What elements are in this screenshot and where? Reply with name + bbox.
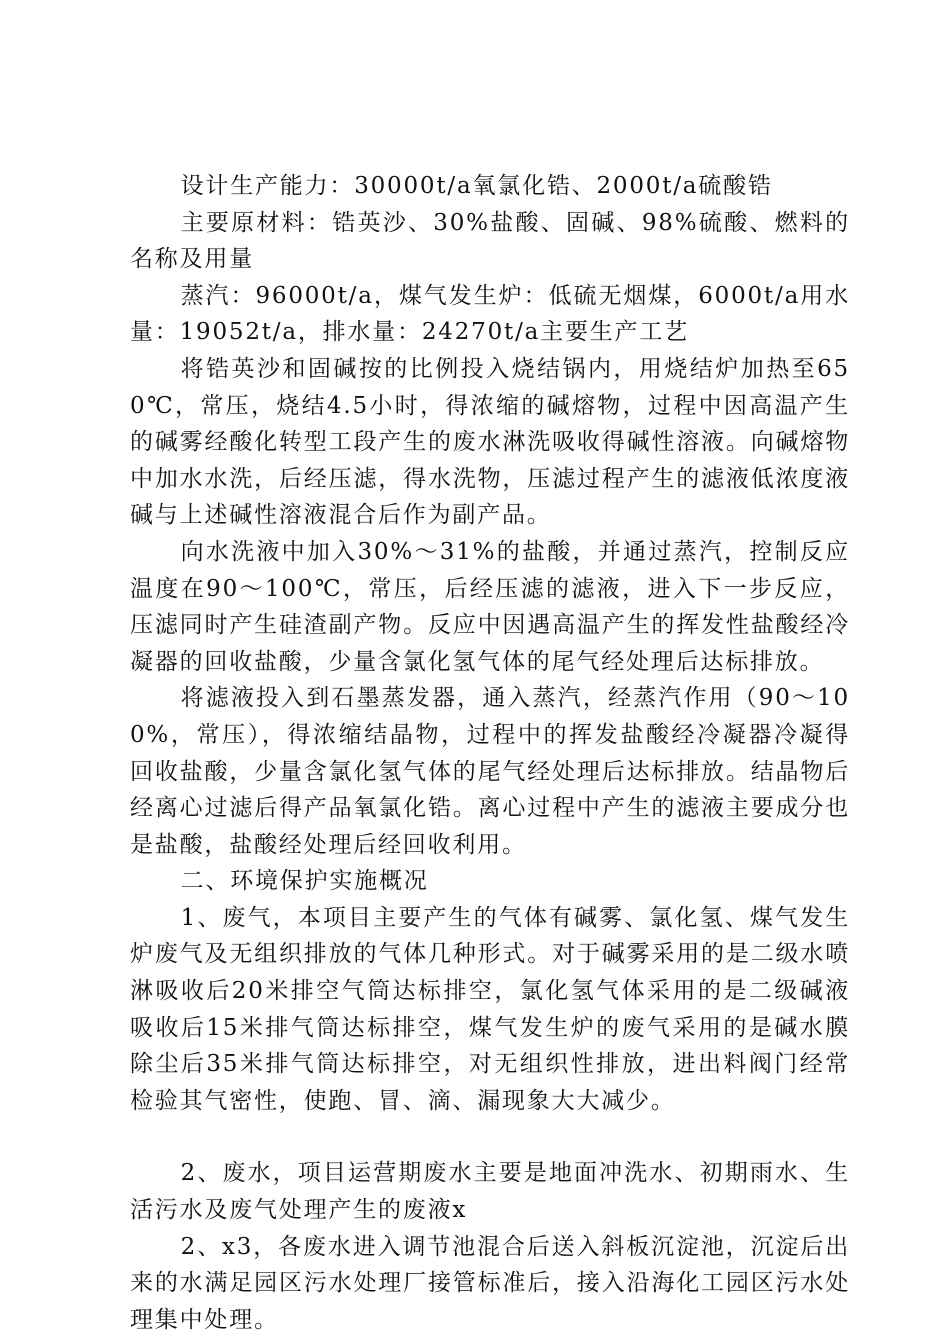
- paragraph-capacity: 设计生产能力：30000t/a氧氯化锆、2000t/a硫酸锆: [180, 173, 773, 199]
- section-heading-environment: 二、环境保护实施概况: [180, 868, 429, 895]
- paragraph-waste-water: 2、废水，项目运营期废水主要是地面冲洗水、初期雨水、生活污水及废气处理产生的废液x: [130, 1160, 850, 1224]
- paragraph-acid-reaction: 向水洗液中加入30%～31%的盐酸，并通过蒸汽，控制反应温度在90～100℃，常压，后经压滤的滤液，进入下一步反应，压滤同时产生硅渣副产物。反应中因遇高温产生的挥发性盐酸经冷凝器的回收盐酸，少量含氯化氢气体的尾气经处理后达标排放。: [130, 538, 850, 675]
- paragraph-waste-gas: 1、废气，本项目主要产生的气体有碱雾、氯化氢、煤气发生炉废气及无组织排放的气体几种形式。对于碱雾采用的是二级水喷淋吸收后20米排空气筒达标排空，氯化氢气体采用的是二级碱液吸收后15米排气筒达标排空，煤气发生炉的废气采用的是碱水膜除尘后35米排气筒达标排空，对无组织性排放，进出料阀门经常检验其气密性，使跑、冒、滴、漏现象大大减少。: [130, 904, 850, 1114]
- paragraph-sintering: 将锆英沙和固碱按的比例投入烧结锅内，用烧结炉加热至650℃，常压，烧结4.5小时，得浓缩的碱熔物，过程中因高温产生的碱雾经酸化转型工段产生的废水淋洗吸收得碱性溶液。向碱熔物中加水水洗，后经压滤，得水洗物，压滤过程产生的滤液低浓度液碱与上述碱性溶液混合后作为副产品。: [130, 355, 850, 529]
- paragraph-steam-water: 蒸汽：96000t/a，煤气发生炉：低硫无烟煤，6000t/a用水量：19052t/a，排水量：24270t/a主要生产工艺: [130, 282, 850, 346]
- paragraph-treatment: 2、x3，各废水进入调节池混合后送入斜板沉淀池，沉淀后出来的水满足园区污水处理厂接管标准后，接入沿海化工园区污水处理集中处理。: [130, 1233, 850, 1333]
- paragraph-evaporation: 将滤液投入到石墨蒸发器，通入蒸汽，经蒸汽作用（90～100%，常压），得浓缩结晶物，过程中的挥发盐酸经冷凝器冷凝得回收盐酸，少量含氯化氢气体的尾气经处理后达标排放。结晶物后经离心过滤后得产品氧氯化锆。离心过程中产生的滤液主要成分也是盐酸，盐酸经处理后经回收利用。: [130, 685, 850, 858]
- document-body: [130, 168, 850, 1338]
- paragraph-raw-materials: 主要原材料：锆英沙、30%盐酸、固碱、98%硫酸、燃料的名称及用量: [130, 209, 850, 273]
